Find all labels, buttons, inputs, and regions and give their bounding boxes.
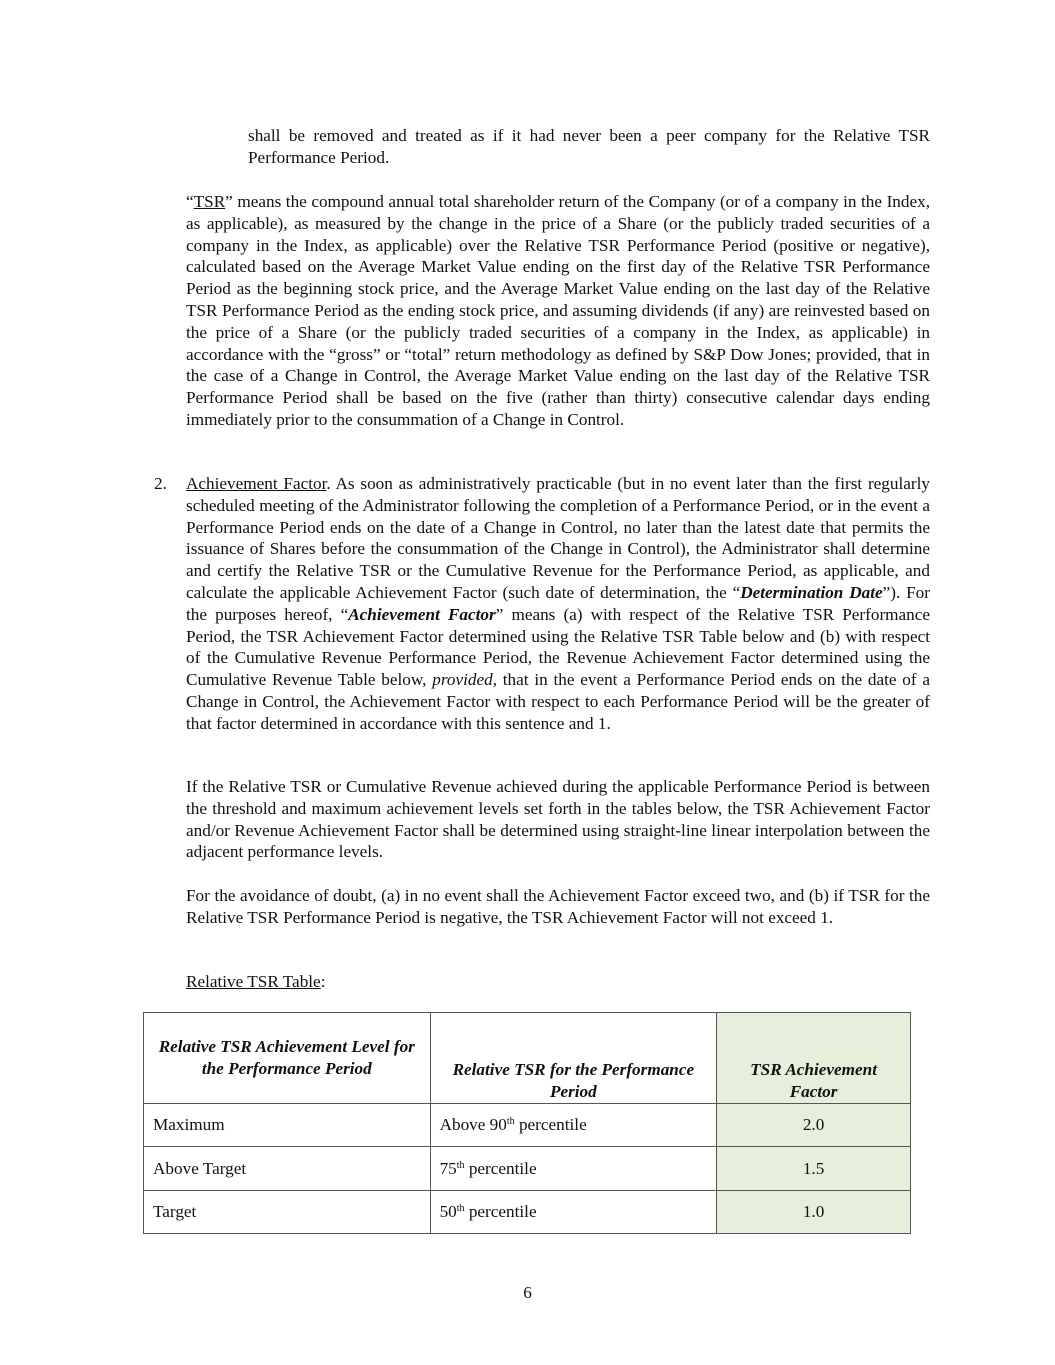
table-label-text: Relative TSR Table	[186, 972, 321, 991]
relative-tsr-table	[143, 1012, 911, 1234]
provided-term: provided	[432, 670, 493, 690]
achievement-factor-paragraph	[186, 473, 930, 735]
table-label-colon: :	[320, 972, 326, 991]
header-achievement-level: Relative TSR Achievement Level for the Performance Period	[144, 1013, 431, 1104]
row-level: Target	[144, 1191, 431, 1234]
interpolation-paragraph	[186, 776, 930, 863]
row-factor: 1.5	[717, 1147, 911, 1191]
continuation-paragraph	[248, 125, 930, 169]
achievement-text-2: ”). For the purposes hereof, “	[186, 582, 930, 624]
header-tsr-achievement-factor: TSR Achievement Factor	[717, 1013, 911, 1104]
determination-date-term: Determination Date	[740, 582, 883, 602]
table-row	[144, 1147, 911, 1191]
tsr-open-quote: “	[186, 192, 194, 211]
tsr-unit: percentile	[464, 1202, 537, 1222]
row-relative-tsr	[430, 1147, 717, 1191]
achievement-text-1: . As soon as administratively practicable (but in no event later than the first regularly scheduled meeting of the Administrator following the completion of a Performance Period, or in the event a Performance Period ends on the date of a Change in Control, no later than the latest date that permits the issuance of Shares before the consummation of the Change in Control), the Administrator shall determine and certify the Relative TSR or the Cumulative Revenue for the Performance Period, as applicable, and calculate the applicable Achievement Factor (such date of determination, the “	[186, 474, 930, 602]
tsr-unit: percentile	[464, 1158, 537, 1178]
achievement-factor-term: Achievement Factor	[348, 604, 496, 624]
ordinal-suffix: th	[456, 1159, 465, 1171]
tsr-term: TSR	[193, 192, 226, 211]
ordinal-suffix: th	[456, 1203, 465, 1215]
row-factor: 2.0	[717, 1104, 911, 1147]
avoidance-text: For the avoidance of doubt, (a) in no event shall the Achievement Factor exceed two, and (b) if TSR for the Relative TSR Performance Period is negative, the TSR Achievement Factor will not exceed 1.	[186, 886, 930, 927]
tsr-unit: percentile	[514, 1115, 587, 1135]
relative-tsr-table-label	[186, 971, 586, 993]
ordinal-suffix: th	[506, 1116, 515, 1128]
table-header-row	[144, 1013, 911, 1104]
tsr-definition-paragraph	[186, 191, 930, 431]
table-row	[144, 1104, 911, 1147]
tsr-definition-text: ” means the compound annual total shareholder return of the Company (or of a company in the Index, as applicable), as measured by the change in the price of a Share (or the publicly traded securities of a company in the Index, as applicable) over the Relative TSR Performance Period (positive or negative), calculated based on the Average Market Value ending on the first day of the Relative TSR Performance Period as the beginning stock price, and the Average Market Value ending on the last day of the Relative TSR Performance Period as the ending stock price, and assuming dividends (if any) are reinvested based on the price of a Share (or the publicly traded securities of a company in the Index, as applicable) in accordance with the “gross” or “total” return methodology as defined by S&P Dow Jones; provided, that in the case of a Change in Control, the Average Market Value ending on the last day of the Relative TSR Performance Period shall be based on the five (rather than thirty) consecutive calendar days ending immediately prior to the consummation of a Change in Control.	[186, 192, 930, 429]
row-relative-tsr	[430, 1191, 717, 1234]
header-relative-tsr: Relative TSR for the Performance Period	[430, 1013, 717, 1104]
tsr-value: Above 90	[439, 1115, 507, 1135]
row-level: Maximum	[144, 1104, 431, 1147]
tsr-value: 75	[439, 1158, 457, 1178]
row-relative-tsr	[430, 1104, 717, 1147]
achievement-text-3: ” means (a) with respect of the Relative TSR Performance Period, the TSR Achievement Factor determined using the Relative TSR Table below and (b) with respect of the Cumulative Revenue Performance Period, the Revenue Achievement Factor determined using the Cumulative Revenue Table below,	[186, 604, 931, 690]
table-row	[144, 1191, 911, 1234]
tsr-value: 50	[439, 1202, 457, 1222]
row-level: Above Target	[144, 1147, 431, 1191]
achievement-text-4: , that in the event a Performance Period ends on the date of a Change in Control, the Achievement Factor with respect to each Performance Period will be the greater of that factor determined in accordance with this sentence and 1.	[186, 670, 930, 733]
section-2-number: 2.	[154, 474, 167, 493]
achievement-factor-heading: Achievement Factor	[186, 474, 327, 493]
page-number: 6	[523, 1283, 532, 1302]
row-factor: 1.0	[717, 1191, 911, 1234]
avoidance-paragraph	[186, 885, 930, 929]
continuation-text: shall be removed and treated as if it had never been a peer company for the Relative TSR Performance Period.	[248, 126, 930, 167]
interpolation-text: If the Relative TSR or Cumulative Revenue achieved during the applicable Performance Period is between the threshold and maximum achievement levels set forth in the tables below, the TSR Achievement Factor and/or Revenue Achievement Factor shall be determined using straight-line linear interpolation between the adjacent performance levels.	[186, 777, 930, 862]
